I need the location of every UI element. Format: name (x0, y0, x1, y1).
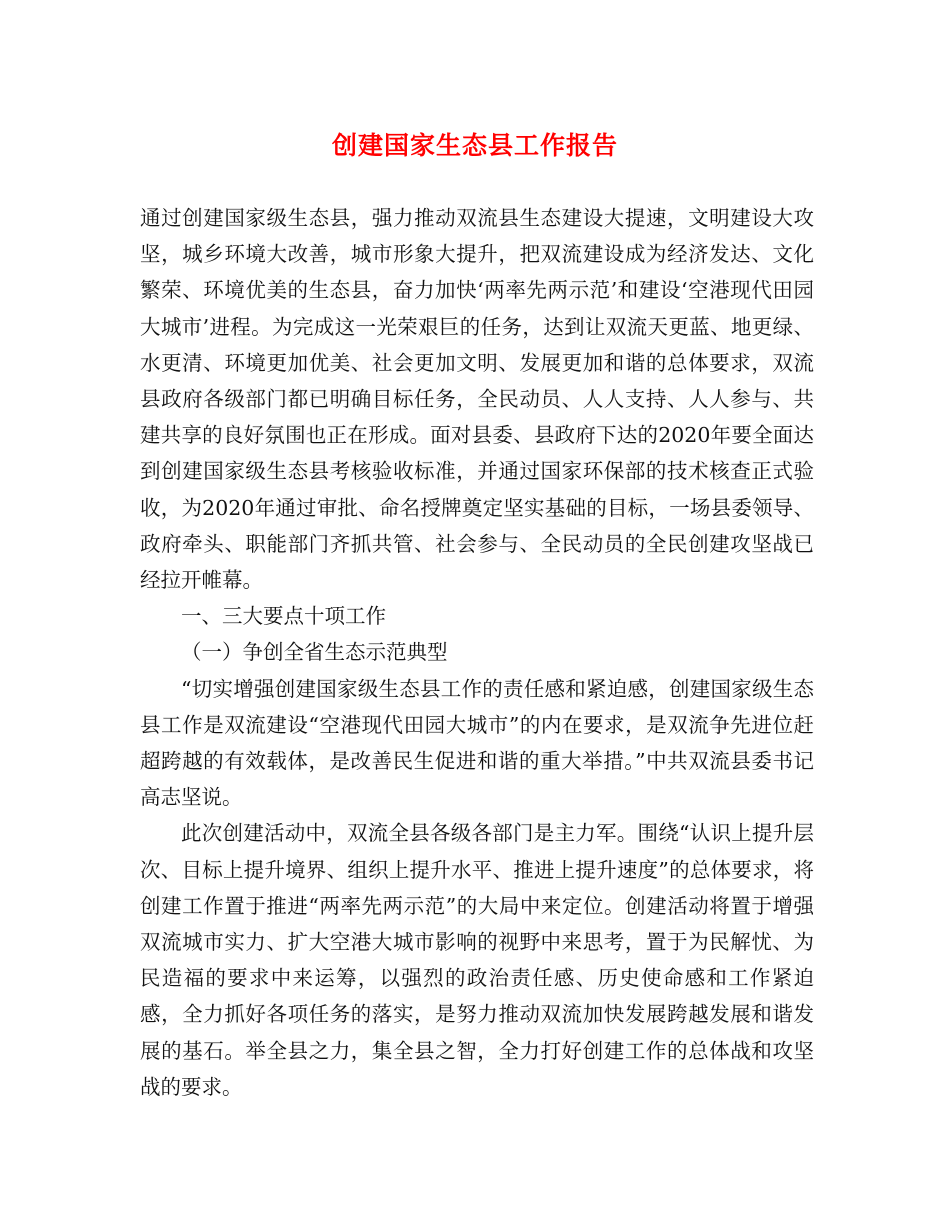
paragraph-activity: 此次创建活动中，双流全县各级各部门是主力军。围绕“认识上提升层次、目标上提升境界、组织上提升水平、推进上提升速度”的总体要求，将创建工作置于推进“两率先两示范”的大局中来定位。创建活动将置于增强双流城市实力、扩大空港大城市影响的视野中来思考，置于为民解忧、为民造福的要求中来运筹，以强烈的政治责任感、历史使命感和工作紧迫感，全力抓好各项任务的落实，是努力推动双流加快发展跨越发展和谐发展的基石。举全县之力，集全县之智，全力打好创建工作的总体战和攻坚战的要求。 (140, 821, 814, 1099)
section-heading-1: 一、三大要点十项工作 (181, 604, 386, 629)
document-body (140, 200, 814, 1105)
paragraph-quote: “切实增强创建国家级生态县工作的责任感和紧迫感，创建国家级生态县工作是双流建设“空港现代田园大城市”的内在要求，是双流争先进位赶超跨越的有效载体，是改善民生促进和谐的重大举措。”中共双流县委书记高志坚说。 (140, 676, 814, 810)
paragraph-intro: 通过创建国家级生态县，强力推动双流县生态建设大提速，文明建设大攻坚，城乡环境大改善，城市形象大提升，把双流建设成为经济发达、文化繁荣、环境优美的生态县，奋力加快‘两率先两示范’和建设‘空港现代田园大城市’进程。为完成这一光荣艰巨的任务，达到让双流天更蓝、地更绿、水更清、环境更加优美、社会更加文明、发展更加和谐的总体要求，双流县政府各级部门都已明确目标任务，全民动员、人人支持、人人参与、共建共享的良好氛围也正在形成。面对县委、县政府下达的2020年要全面达到创建国家级生态县考核验收标准，并通过国家环保部的技术核查正式验收，为2020年通过审批、命名授牌奠定坚实基础的目标，一场县委领导、政府牵头、职能部门齐抓共管、社会参与、全民动员的全民创建攻坚战已经拉开帷幕。 (140, 206, 814, 593)
subsection-heading-1: （一）争创全省生态示范典型 (181, 640, 448, 665)
document-title: 创建国家生态县工作报告 (331, 131, 618, 160)
